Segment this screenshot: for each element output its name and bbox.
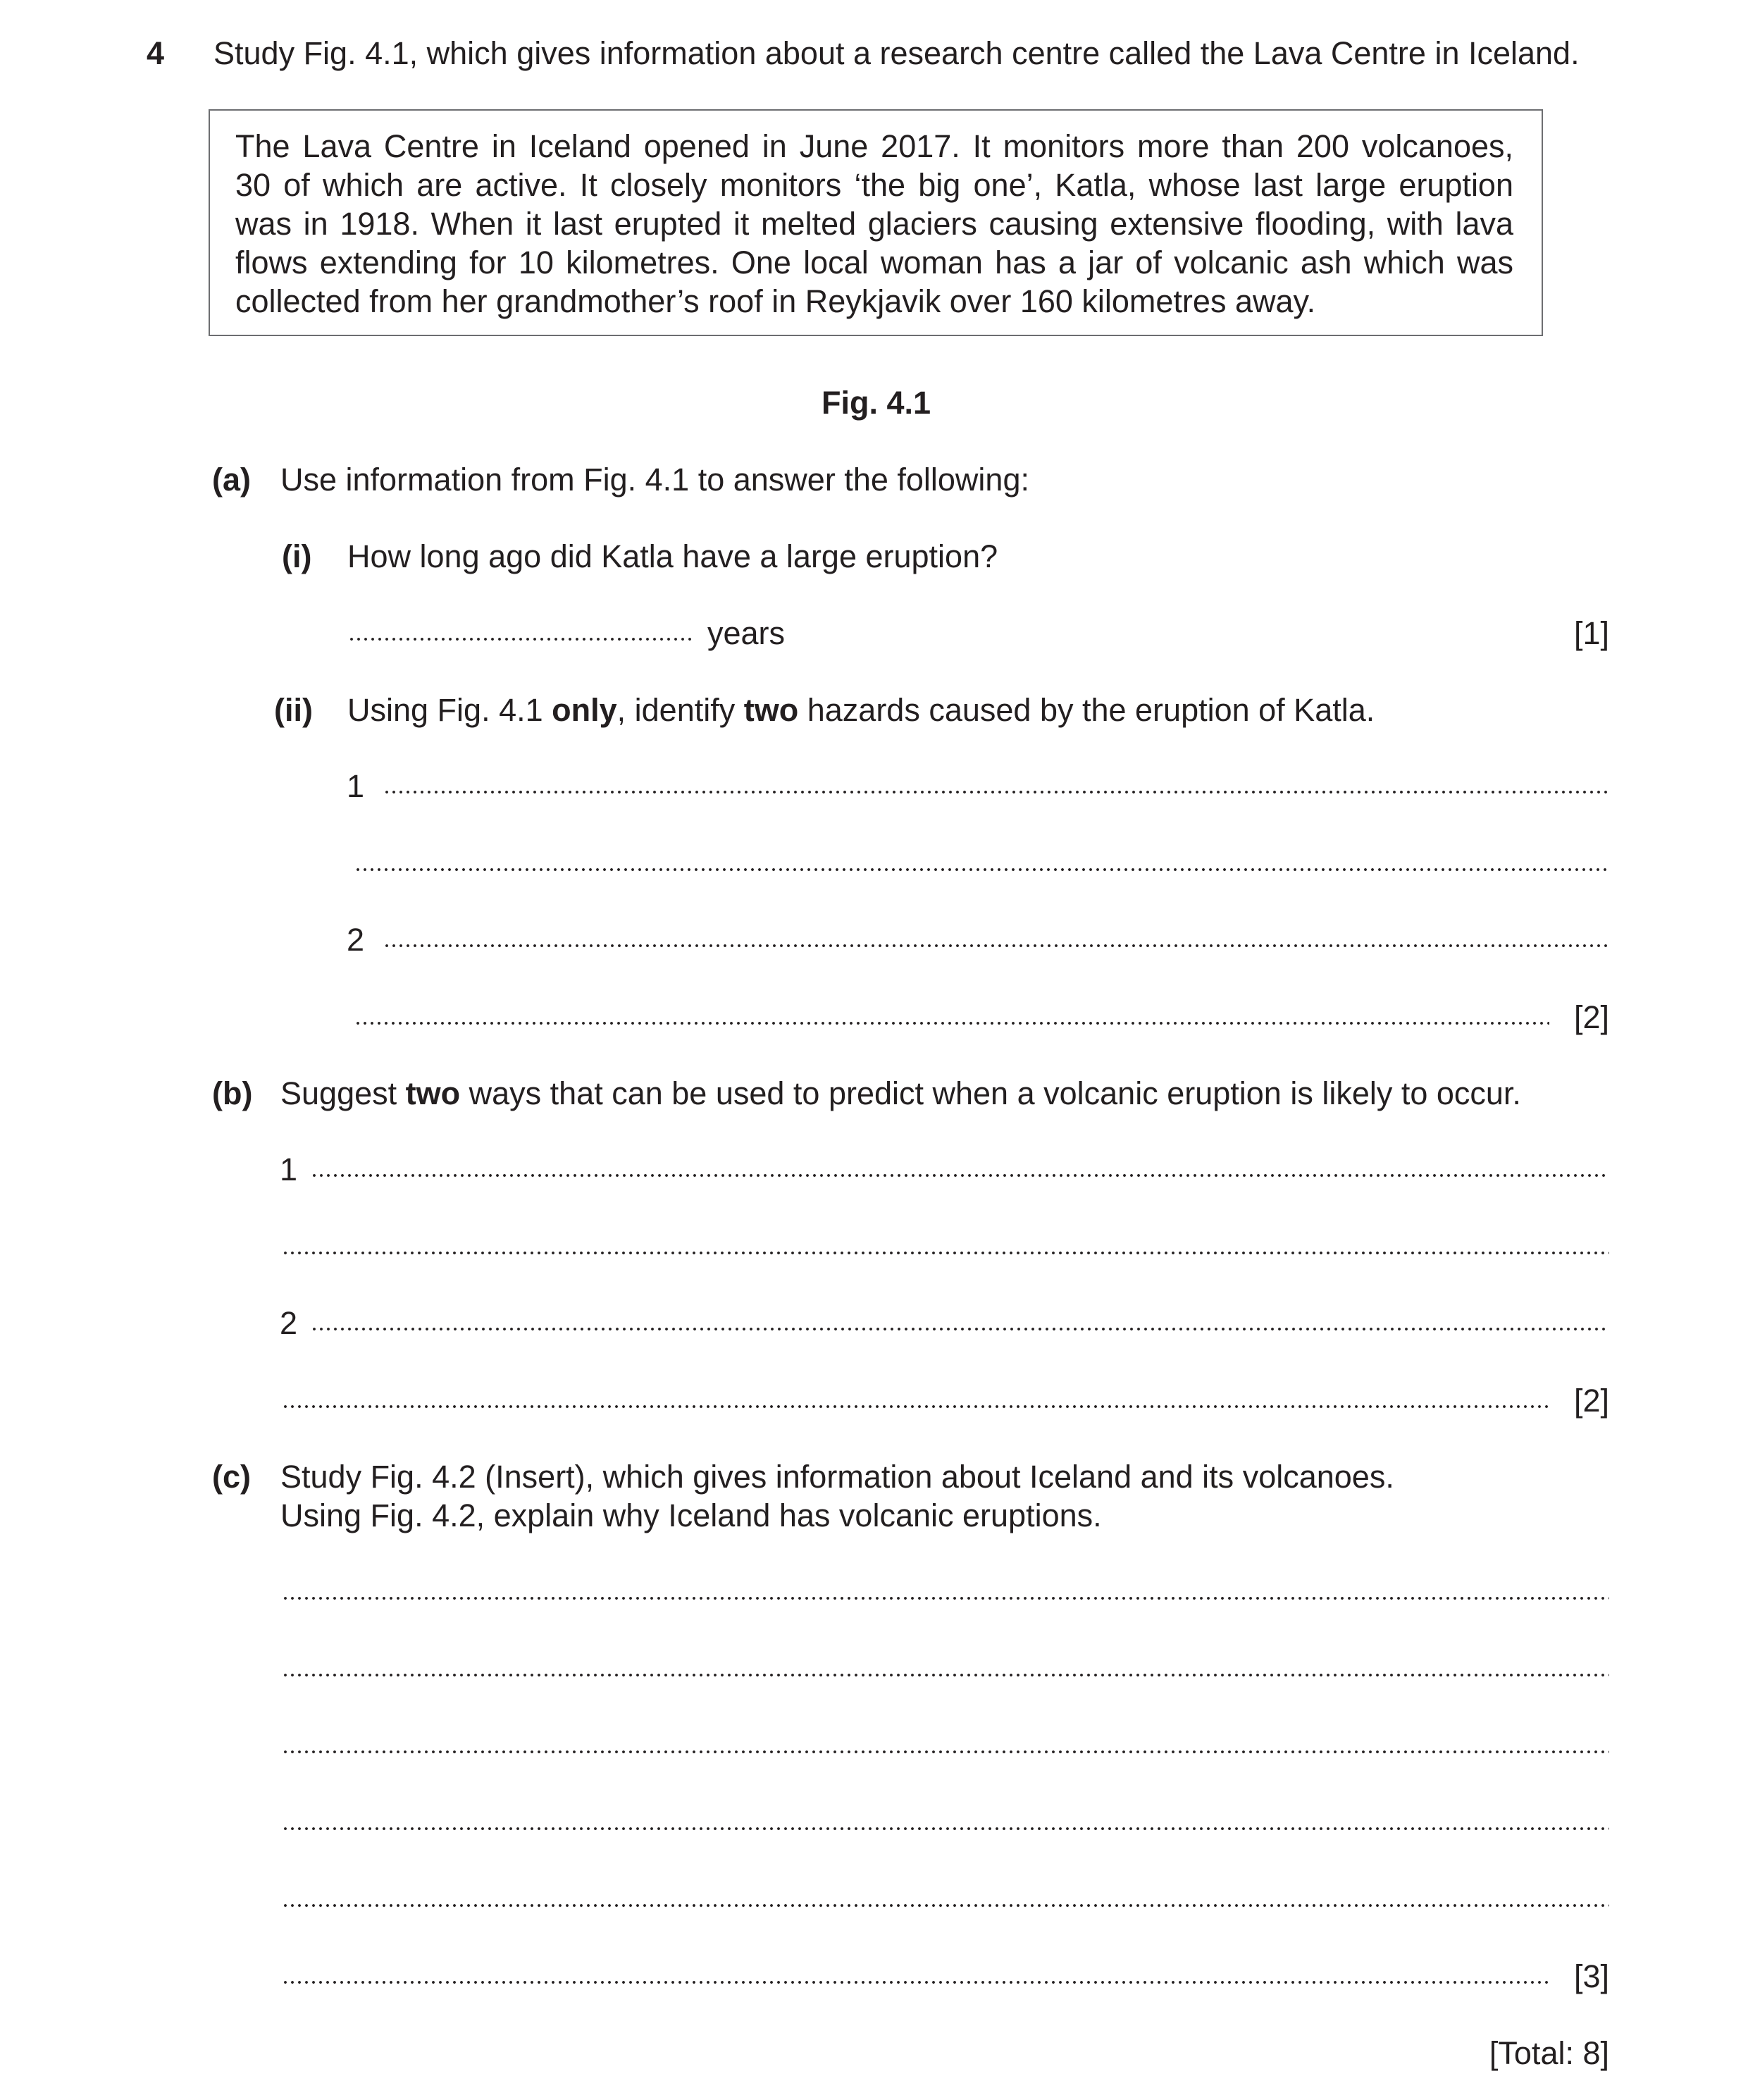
answer-line-a-ii-2a[interactable] [383,944,1609,948]
question-intro: Study Fig. 4.1, which gives information about a research centre called the Lava Centre in Iceland. [213,35,1580,71]
marks-b: [2] [1573,1383,1609,1419]
answer-line-a-ii-2b[interactable] [354,1021,1549,1025]
answer-line-b-2a[interactable] [311,1327,1609,1331]
part-b-text: Suggest two ways that can be used to predict when a volcanic eruption is likely to occur. [280,1075,1521,1111]
answer-line-b-1b[interactable] [282,1251,1609,1255]
figure-line-4: flows extending for 10 kilometres. One local woman has a jar of volcanic ash which was [235,245,1513,280]
part-a-i-text: How long ago did Katla have a large eruption? [347,538,998,574]
part-b-label: (b) [212,1075,253,1111]
answer-number-b-2: 2 [280,1305,298,1341]
answer-unit-years: years [707,615,786,651]
figure-line-3: was in 1918. When it last erupted it melted glaciers causing extensive flooding, with lava [235,206,1513,242]
answer-line-c-5[interactable] [282,1903,1609,1908]
answer-line-a-ii-1a[interactable] [383,790,1609,794]
question-number: 4 [147,35,165,71]
part-a-ii-text: Using Fig. 4.1 only, identify two hazards caused by the eruption of Katla. [347,692,1375,728]
part-c-text-line-2: Using Fig. 4.2, explain why Iceland has volcanic eruptions. [280,1497,1102,1533]
figure-line-2: 30 of which are active. It closely monitors ‘the big one’, Katla, whose last large eruption [235,167,1513,203]
answer-line-c-6[interactable] [282,1980,1549,1984]
marks-a-ii: [2] [1573,999,1609,1035]
part-a-ii-label: (ii) [274,692,313,728]
answer-line-b-1a[interactable] [311,1173,1609,1178]
figure-line-1: The Lava Centre in Iceland opened in June 2017. It monitors more than 200 volcanoes, [235,128,1513,164]
part-a-text: Use information from Fig. 4.1 to answer the following: [280,462,1029,498]
marks-c: [3] [1573,1958,1609,1994]
part-a-label: (a) [212,462,251,498]
part-a-i-label: (i) [282,538,312,574]
answer-number-b-1: 1 [280,1151,298,1187]
answer-line-c-1[interactable] [282,1596,1609,1600]
part-c-text-line-1: Study Fig. 4.2 (Insert), which gives information about Iceland and its volcanoes. [280,1459,1394,1495]
total-marks: [Total: 8] [1489,2035,1609,2071]
answer-line-c-3[interactable] [282,1750,1609,1754]
answer-line-b-2b[interactable] [282,1404,1549,1409]
figure-caption: Fig. 4.1 [822,385,931,421]
answer-number-a-ii-2: 2 [347,922,365,958]
answer-number-a-ii-1: 1 [347,768,365,804]
answer-line-c-2[interactable] [282,1673,1609,1677]
answer-line-a-ii-1b[interactable] [354,867,1609,872]
marks-a-i: [1] [1573,615,1609,651]
figure-line-5: collected from her grandmother’s roof in Reykjavik over 160 kilometres away. [235,283,1316,319]
part-c-label: (c) [212,1459,251,1495]
answer-line-c-4[interactable] [282,1827,1609,1831]
answer-line-a-i[interactable] [348,637,693,641]
